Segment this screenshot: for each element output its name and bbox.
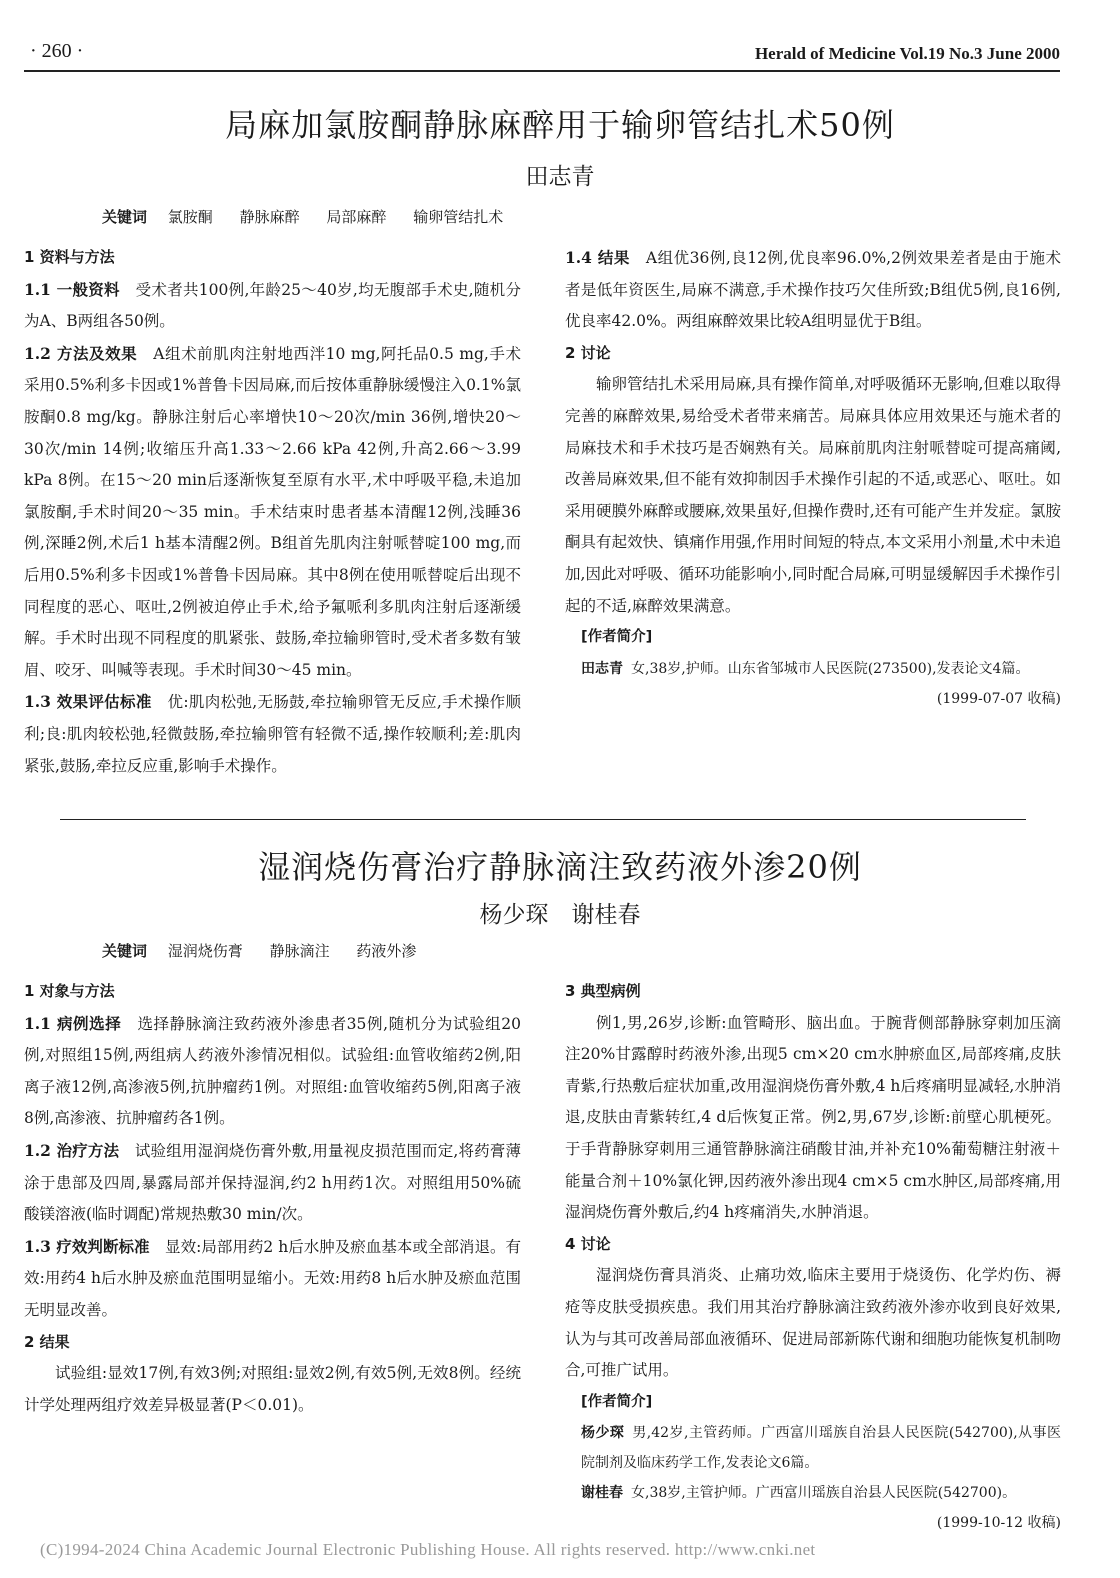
received-date: (1999-07-07 收稿)	[936, 690, 1061, 707]
article1-title: 局麻加氯胺酮静脉麻醉用于输卵管结扎术50例	[225, 106, 895, 144]
paragraph: A组优36例,良12例,优良率96.0%,2例效果差者是由于施术者是低年资医生,局麻不满意,手术操作技巧欠佳所致;B组优5例,良16例,优良率42.0%。两组麻醉效果比较A组明显优于B组。	[565, 249, 1061, 331]
article2-left-column	[24, 976, 521, 1421]
bio-name: 谢桂春	[581, 1485, 623, 1502]
author-bio-heading: [作者简介]	[581, 1393, 653, 1410]
author-bio	[565, 1478, 1061, 1538]
bio-text: 女,38岁,主管护师。广西富川瑶族自治县人民医院(542700)。	[631, 1485, 1017, 1502]
received-date: (1999-10-12 收稿)	[936, 1515, 1061, 1532]
journal-citation: Herald of Medicine Vol.19 No.3 June 2000	[754, 44, 1060, 63]
bio-name: 杨少琛	[581, 1425, 625, 1442]
subsection-heading: 1.4 结果	[565, 248, 630, 267]
keyword: 局部麻醉	[326, 208, 387, 226]
article-divider	[60, 819, 1026, 820]
paragraph: 选择静脉滴注致药液外渗患者35例,随机分为试验组20例,对照组15例,两组病人药液外渗情况相似。试验组:血管收缩药2例,阳离子液12例,高渗液5例,抗肿瘤药1例。对照组:血管收缩药5例,阳离子液8例,高渗液、抗肿瘤药各1例。	[24, 1014, 521, 1128]
section-heading: 4 讨论	[565, 1234, 611, 1253]
keyword: 药液外渗	[356, 942, 417, 960]
keyword: 输卵管结扎术	[413, 208, 504, 226]
keyword: 氯胺酮	[167, 208, 213, 226]
article1-keywords	[102, 206, 525, 227]
keyword: 湿润烧伤膏	[167, 942, 243, 960]
paragraph: 试验组用湿润烧伤膏外敷,用量视皮损范围而定,将药膏薄涂于患部及四周,暴露局部并保持湿润,约2 h用药1次。对照组用50%硫酸镁溶液(临时调配)常规热敷30 min/次。	[24, 1141, 521, 1224]
bio-text: 男,42岁,主管药师。广西富川瑶族自治县人民医院(542700),从事医院制剂及临床药学工作,发表论文6篇。	[581, 1425, 1062, 1472]
article2-keywords	[102, 940, 438, 961]
copyright-watermark: (C)1994-2024 China Academic Journal Electronic Publishing House. All rights reserved. http://www.cnki.net	[40, 1540, 816, 1559]
page-number: · 260 ·	[30, 40, 84, 62]
keywords-label: 关键词	[102, 942, 148, 960]
section-heading: 1 对象与方法	[24, 982, 115, 1000]
bio-text: 女,38岁,护师。山东省邹城市人民医院(273500),发表论文4篇。	[631, 660, 1030, 677]
article2-authors: 杨少琛 谢桂春	[479, 902, 641, 928]
subsection-heading: 1.2 方法及效果	[24, 343, 138, 363]
subsection-heading: 1.3 效果评估标准	[24, 692, 152, 712]
paragraph: 受术者共100例,年龄25～40岁,均无腹部手术史,随机分为A、B两组各50例。	[24, 280, 521, 331]
subsection-heading: 1.1 病例选择	[24, 1013, 122, 1033]
header-rule	[24, 70, 1060, 72]
article2-title: 湿润烧伤膏治疗静脉滴注致药液外渗20例	[258, 848, 862, 886]
paragraph: 例1,男,26岁,诊断:血管畸形、脑出血。于腕背侧部静脉穿刺加压滴注20%甘露醇时药液外渗,出现5 cm×20 cm水肿瘀血区,局部疼痛,皮肤青紫,行热敷后症状加重,改用湿润烧伤膏外敷,4 h后疼痛明显减轻,水肿消退,皮肤由青紫转红,4 d后恢复正常。例2,男,67岁,诊断:前壁心肌梗死。于手背静脉穿刺用三通管静脉滴注硝酸甘油,并补充10%葡萄糖注射液＋能量合剂＋10%氯化钾,因药液外渗出现4 cm×5 cm水肿区,局部疼痛,用湿润烧伤膏外敷后,约4 h疼痛消失,水肿消退。	[565, 1013, 1061, 1222]
paragraph: 试验组:显效17例,有效3例;对照组:显效2例,有效5例,无效8例。经统计学处理两组疗效差异极显著(P＜0.01)。	[24, 1364, 521, 1414]
keywords-label: 关键词	[102, 208, 148, 226]
article2-right-column	[565, 976, 1061, 1538]
paragraph: 输卵管结扎术采用局麻,具有操作简单,对呼吸循环无影响,但难以取得完善的麻醉效果,易给受术者带来痛苦。局麻具体应用效果还与施术者的局麻技术和手术技巧是否娴熟有关。局麻前肌肉注射哌替啶可提高痛阈,改善局麻效果,但不能有效抑制因手术操作引起的不适,或恶心、呕吐。如采用硬膜外麻醉或腰麻,效果虽好,但操作费时,还有可能产生并发症。氯胺酮具有起效快、镇痛作用强,作用时间短的特点,本文采用小剂量,术中未追加,因此对呼吸、循环功能影响小,同时配合局麻,可明显缓解因手术操作引起的不适,麻醉效果满意。	[565, 375, 1061, 615]
article1-author: 田志青	[525, 164, 595, 190]
article1-right-column	[565, 242, 1061, 714]
section-heading: 1 资料与方法	[24, 248, 115, 266]
author-bio	[565, 654, 1061, 714]
section-heading: 2 讨论	[565, 343, 611, 362]
paragraph: A组术前肌肉注射地西泮10 mg,阿托品0.5 mg,手术采用0.5%利多卡因或1%普鲁卡因局麻,而后按体重静脉缓慢注入0.1%氯胺酮0.8 mg/kg。静脉注射后心率增快10～20次/min 36例,增快20～30次/min 14例;收缩压升高1.33～2.66 kPa 42例,升高2.66～3.99 kPa 8例。在15～20 min后逐渐恢复至原有水平,术中呼吸平稳,未追加氯胺酮,手术时间20～35 min。手术结束时患者基本清醒12例,浅睡36例,深睡2例,术后1 h基本清醒2例。B组首先肌肉注射哌替啶100 mg,而后用0.5%利多卡因或1%普鲁卡因局麻。其中8例在使用哌替啶后出现不同程度的恶心、呕吐,2例被迫停止手术,给予氟哌利多肌肉注射后逐渐缓解。手术时出现不同程度的肌紧张、鼓肠,牵拉输卵管时,受术者多数有皱眉、咬牙、叫喊等表现。手术时间30～45 min。	[24, 344, 521, 679]
subsection-heading: 1.1 一般资料	[24, 279, 120, 299]
bio-name: 田志青	[581, 660, 623, 677]
subsection-heading: 1.2 治疗方法	[24, 1140, 120, 1160]
author-bio	[565, 1418, 1061, 1478]
paragraph: 显效:局部用药2 h后水肿及瘀血基本或全部消退。有效:用药4 h后水肿及瘀血范围明显缩小。无效:用药8 h后水肿及瘀血范围无明显改善。	[24, 1237, 521, 1319]
section-heading: 2 结果	[24, 1332, 70, 1351]
keyword: 静脉麻醉	[239, 208, 300, 226]
article1-left-column	[24, 242, 521, 782]
running-header	[30, 40, 1060, 70]
paragraph: 湿润烧伤膏具消炎、止痛功效,临床主要用于烧烫伤、化学灼伤、褥疮等皮肤受损疾患。我们用其治疗静脉滴注致药液外渗亦收到良好效果,认为与其可改善局部血液循环、促进局部新陈代谢和细胞功能恢复机制吻合,可推广试用。	[565, 1266, 1062, 1380]
keyword: 静脉滴注	[269, 942, 330, 960]
subsection-heading: 1.3 疗效判断标准	[24, 1236, 150, 1256]
author-bio-heading: [作者简介]	[581, 629, 653, 646]
section-heading: 3 典型病例	[565, 982, 641, 1000]
paragraph: 优:肌肉松弛,无肠鼓,牵拉输卵管无反应,手术操作顺利;良:肌肉较松弛,轻微鼓肠,牵拉输卵管有轻微不适,操作较顺利;差:肌肉紧张,鼓肠,牵拉反应重,影响手术操作。	[24, 693, 522, 775]
